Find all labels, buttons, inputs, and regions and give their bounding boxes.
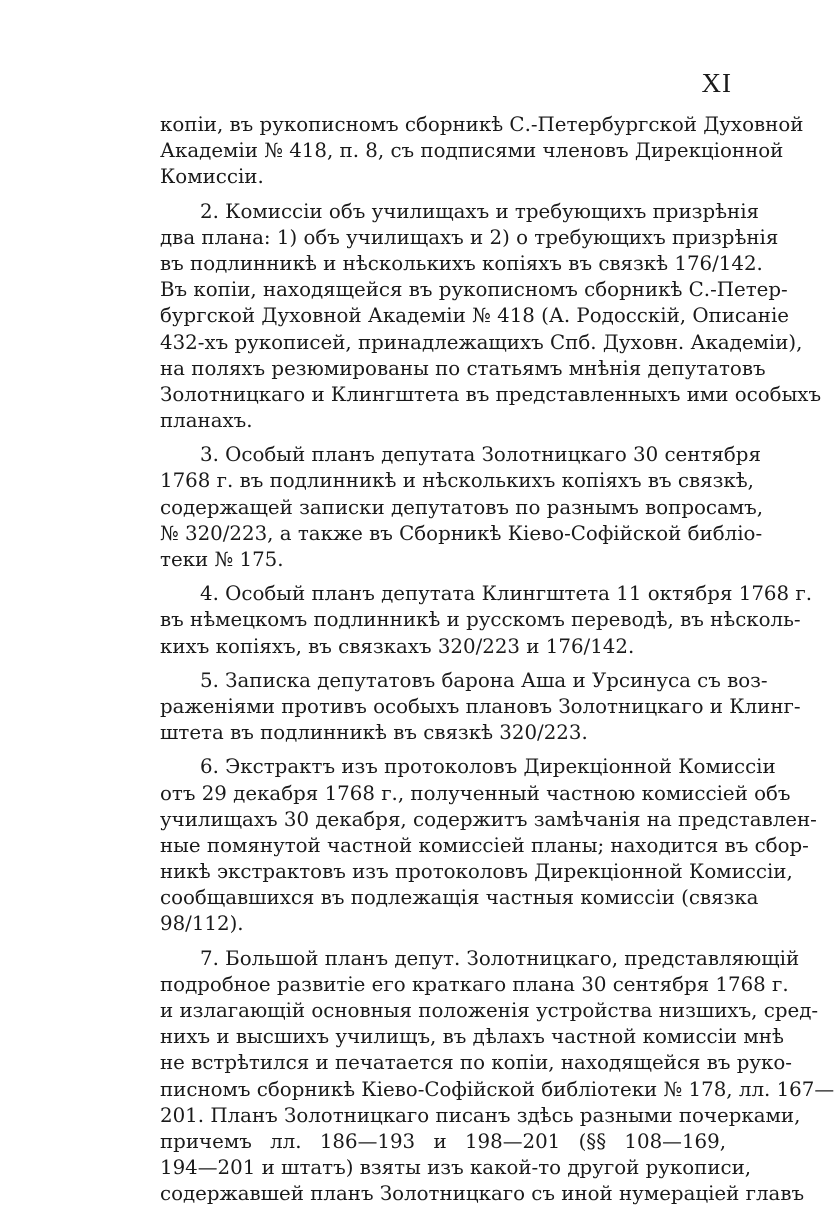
text-line: не встрѣтился и печатается по копіи, находящейся въ руко- xyxy=(160,1051,792,1075)
text-line: никѣ экстрактовъ изъ протоколовъ Дирекціонной Комиссіи, xyxy=(160,860,793,884)
text-line: въ подлинникѣ и нѣсколькихъ копіяхъ въ связкѣ 176/142. xyxy=(160,251,763,275)
text-line: бургской Духовной Академіи № 418 (А. Родосскій, Описаніе xyxy=(160,304,790,328)
text-line: 4. Особый планъ депутата Клингштета 11 октября 1768 г. xyxy=(200,582,813,606)
text-line: писномъ сборникѣ Кіево-Софійской библіотеки № 178, лл. 167— xyxy=(160,1077,835,1101)
text-line: № 320/223, а также въ Сборникѣ Кіево-Софійской библіо- xyxy=(160,521,763,545)
paragraph xyxy=(160,581,813,660)
text-line: училищахъ 30 декабря, содержитъ замѣчанія на представлен- xyxy=(160,807,817,831)
text-line: Въ копіи, находящейся въ рукописномъ сборникѣ С.-Петер- xyxy=(160,278,788,302)
text-line: 98/112). xyxy=(160,912,244,936)
text-line: 201. Планъ Золотницкаго писанъ здѣсь разными почерками, xyxy=(160,1103,801,1127)
text-line: отъ 29 декабря 1768 г., полученный частною комиссіей объ xyxy=(160,781,791,805)
text-line: 1768 г. въ подлинникѣ и нѣсколькихъ копіяхъ въ связкѣ, xyxy=(160,469,754,493)
paragraph xyxy=(160,754,817,937)
text-line: въ нѣмецкомъ подлинникѣ и русскомъ переводѣ, въ нѣсколь- xyxy=(160,608,801,632)
text-line: и излагающій основныя положенія устройства низшихъ, сред- xyxy=(160,999,819,1022)
text-line: 432-хъ рукописей, принадлежащихъ Спб. Духовн. Академіи), xyxy=(160,330,803,354)
text-line: на поляхъ резюмированы по статьямъ мнѣнія депутатовъ xyxy=(160,356,766,380)
text-line: сообщавшихся въ подлежащія частныя комиссіи (связка xyxy=(160,886,759,910)
paragraph xyxy=(160,946,835,1208)
text-line: Академіи № 418, п. 8, съ подписями членовъ Дирекціонной xyxy=(160,139,784,163)
text-line: раженіями противъ особыхъ плановъ Золотницкаго и Клинг- xyxy=(160,694,801,718)
text-line: причемъ лл. 186—193 и 198—201 (§§ 108—169, xyxy=(160,1129,726,1153)
text-line: планахъ. xyxy=(160,409,253,433)
text-line: 3. Особый планъ депутата Золотницкаго 30 сентября xyxy=(200,443,761,467)
text-line: два плана: 1) объ училищахъ и 2) о требующихъ призрѣнія xyxy=(160,225,779,249)
text-line: Золотницкаго и Клингштета въ представленныхъ ими особыхъ xyxy=(160,382,822,406)
text-line: 2. Комиссіи объ училищахъ и требующихъ призрѣнія xyxy=(200,199,760,223)
text-line: нихъ и высшихъ училищъ, въ дѣлахъ частной комиссіи мнѣ xyxy=(160,1025,784,1049)
text-line: 6. Экстрактъ изъ протоколовъ Дирекціонной Комиссіи xyxy=(200,755,776,779)
text-line: содержащей записки депутатовъ по разнымъ вопросамъ, xyxy=(160,495,764,519)
text-line: кихъ копіяхъ, въ связкахъ 320/223 и 176/142. xyxy=(160,634,635,658)
text-line: копіи, въ рукописномъ сборникѣ С.-Петербургской Духовной xyxy=(160,113,804,136)
text-line: штета въ подлинникѣ въ связкѣ 320/223. xyxy=(160,721,588,745)
body-text xyxy=(160,112,835,1208)
text-line: содержавшей планъ Золотницкаго съ иной нумераціей главъ xyxy=(160,1182,805,1206)
text-line: 194—201 и штатъ) взяты изъ какой-то другой рукописи, xyxy=(160,1156,752,1180)
paragraph xyxy=(160,199,822,435)
text-line: ные помянутой частной комиссіей планы; находится въ сбор- xyxy=(160,833,809,857)
text-line: Комиссіи. xyxy=(160,165,264,189)
text-line: 5. Записка депутатовъ барона Аша и Урсинуса съ воз- xyxy=(200,668,768,692)
page-number: XI xyxy=(701,68,732,98)
text-line: подробное развитіе его краткаго плана 30 сентября 1768 г. xyxy=(160,972,789,996)
paragraph xyxy=(160,442,764,573)
text-line: 7. Большой планъ депут. Золотницкаго, представляющій xyxy=(200,946,800,970)
text-line: теки № 175. xyxy=(160,548,284,571)
paragraph xyxy=(160,668,801,747)
paragraph xyxy=(160,112,804,191)
